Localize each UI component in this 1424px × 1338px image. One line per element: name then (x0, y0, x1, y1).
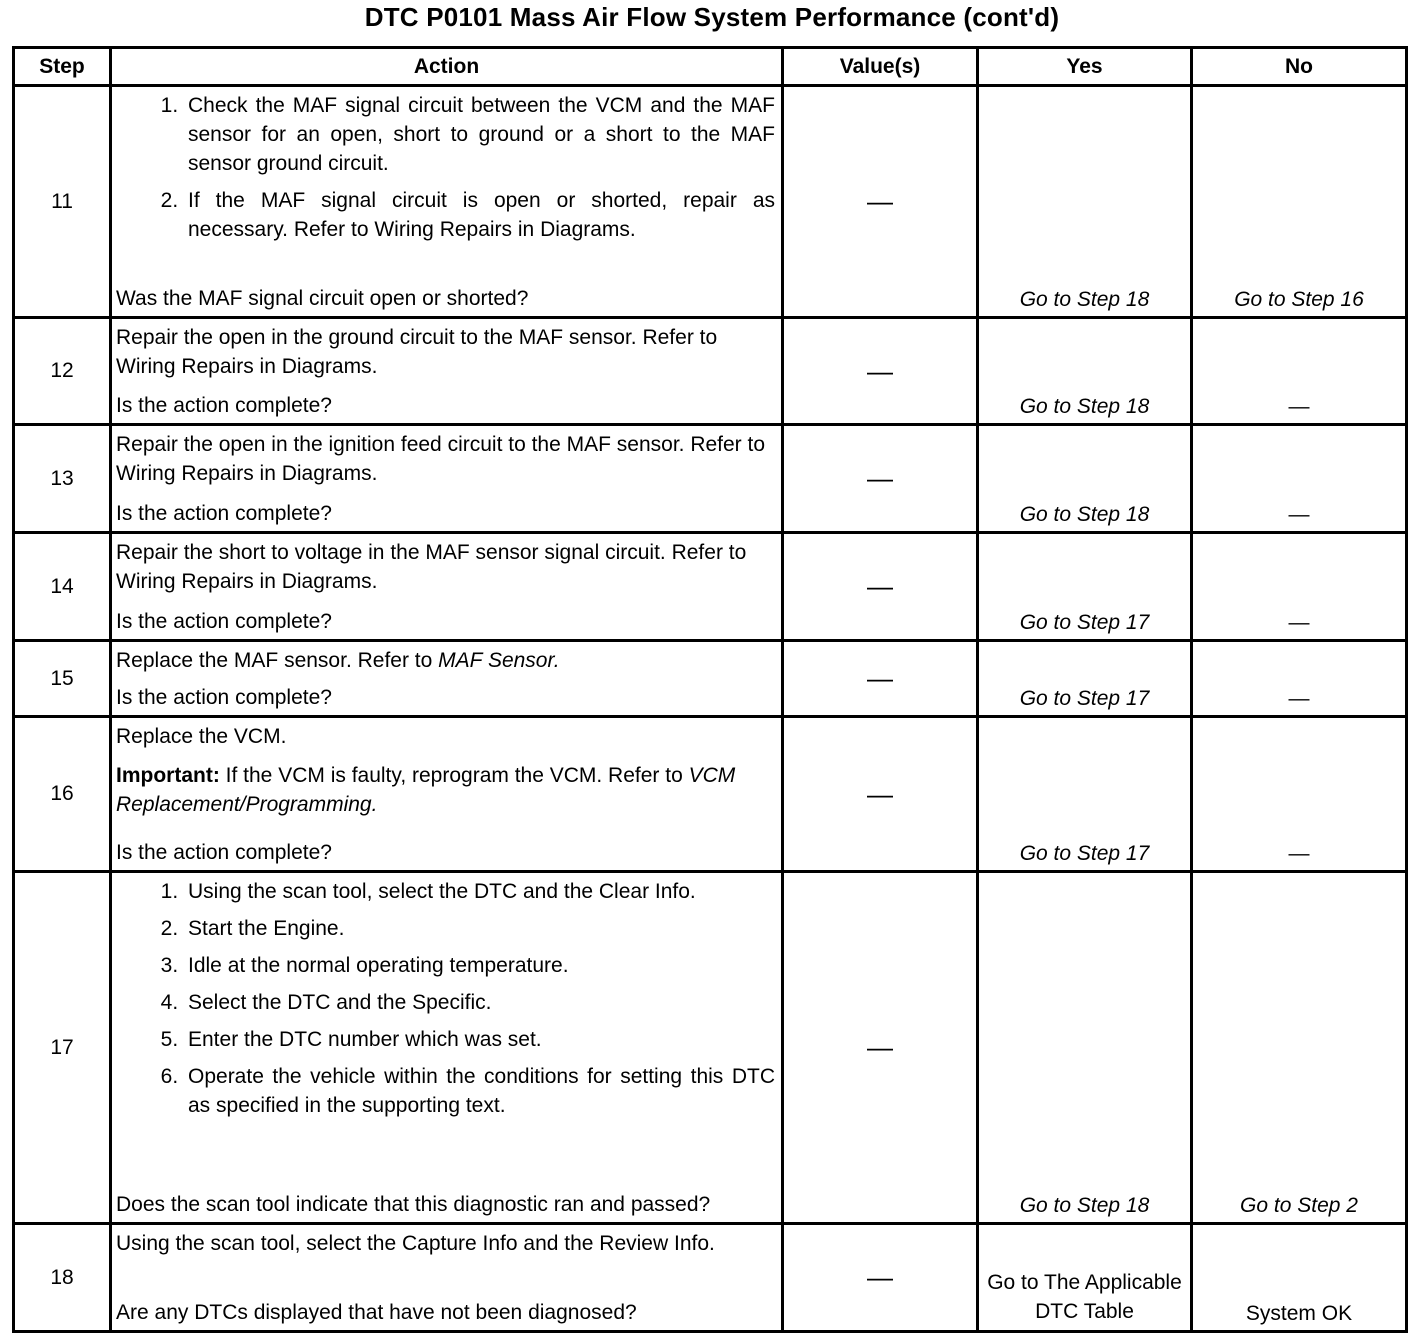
table-row-step-18 (14, 1224, 1407, 1332)
diagnostic-table (12, 46, 1408, 1333)
no-dash: — (1288, 842, 1310, 865)
yes-cell (978, 872, 1192, 1224)
header-action: Action (111, 48, 783, 86)
action-cell (111, 872, 783, 1224)
action-cell (111, 717, 783, 872)
value-cell: — (783, 1224, 978, 1332)
action-text: Using the scan tool, select the Capture Info and the Review Info. (116, 1232, 715, 1255)
yes-cell (978, 533, 1192, 641)
list-item: 4. Select the DTC and the Specific. (184, 988, 775, 1017)
reference-link-vcm-replacement[interactable]: VCM Replacement/Programming. (116, 764, 736, 816)
list-item: 6. Operate the vehicle within the conditions for setting this DTC as specified in the supporting text. (184, 1062, 775, 1120)
action-question: Does the scan tool indicate that this diagnostic ran and passed? (116, 1193, 711, 1216)
action-cell (111, 1224, 783, 1332)
important-label: Important: (116, 764, 220, 787)
header-no: No (1192, 48, 1407, 86)
step-number: 13 (14, 425, 111, 533)
value-cell: — (783, 872, 978, 1224)
table-row-step-11 (14, 86, 1407, 318)
action-cell (111, 533, 783, 641)
list-item: 1. Using the scan tool, select the DTC and the Clear Info. (184, 877, 775, 906)
yes-link: Go to Step 17 (1019, 687, 1150, 710)
table-row-step-14 (14, 533, 1407, 641)
no-link: Go to Step 16 (1234, 288, 1364, 311)
yes-cell (978, 717, 1192, 872)
list-item: 2. Start the Engine. (184, 914, 775, 943)
action-question: Is the action complete? (116, 610, 332, 633)
yes-cell (978, 1224, 1192, 1332)
header-values: Value(s) (783, 48, 978, 86)
action-cell (111, 425, 783, 533)
step-number: 14 (14, 533, 111, 641)
yes-cell (978, 318, 1192, 425)
yes-link: Go to Step 18 (1019, 1194, 1150, 1217)
no-dash: — (1288, 611, 1310, 634)
list-item: 2. If the MAF signal circuit is open or shorted, repair as necessary. Refer to Wiring Repairs in Diagrams. (184, 186, 775, 244)
value-cell: — (783, 717, 978, 872)
table-row-step-12 (14, 318, 1407, 425)
action-cell (111, 641, 783, 717)
step-number: 11 (14, 86, 111, 318)
action-text: Replace the VCM. (116, 725, 287, 748)
action-question: Is the action complete? (116, 841, 332, 864)
no-cell (1192, 641, 1407, 717)
value-cell: — (783, 533, 978, 641)
no-cell (1192, 1224, 1407, 1332)
no-cell (1192, 717, 1407, 872)
important-text: If the VCM is faulty, reprogram the VCM. Refer to (219, 764, 689, 787)
no-dash: — (1288, 395, 1310, 418)
action-text-plain: Replace the MAF sensor. Refer to (116, 649, 439, 672)
step-number: 16 (14, 717, 111, 872)
header-row (14, 48, 1407, 86)
action-question: Are any DTCs displayed that have not been diagnosed? (116, 1301, 637, 1324)
yes-link: Go to Step 18 (1019, 395, 1150, 418)
table-row-step-16 (14, 717, 1407, 872)
header-yes: Yes (978, 48, 1192, 86)
action-question: Is the action complete? (116, 394, 332, 417)
list-item: 3. Idle at the normal operating temperature. (184, 951, 775, 980)
action-question: Is the action complete? (116, 502, 332, 525)
yes-cell (978, 425, 1192, 533)
value-cell: — (783, 86, 978, 318)
value-cell: — (783, 425, 978, 533)
no-cell (1192, 318, 1407, 425)
table-row-step-17 (14, 872, 1407, 1224)
no-cell (1192, 86, 1407, 318)
yes-link: Go to Step 18 (1019, 503, 1150, 526)
value-cell: — (783, 641, 978, 717)
action-text: Repair the short to voltage in the MAF sensor signal circuit. Refer to Wiring Repairs in Diagrams. (116, 541, 747, 593)
action-question: Was the MAF signal circuit open or shorted? (116, 287, 529, 310)
action-steps-list (116, 877, 775, 1128)
yes-link: Go to Step 17 (1019, 611, 1150, 634)
action-text: Repair the open in the ignition feed circuit to the MAF sensor. Refer to Wiring Repairs in Diagrams. (116, 433, 766, 485)
no-cell (1192, 533, 1407, 641)
reference-link-maf-sensor[interactable]: MAF Sensor. (438, 649, 560, 672)
action-cell (111, 318, 783, 425)
action-cell (111, 86, 783, 318)
header-step: Step (14, 48, 111, 86)
no-dash: — (1288, 503, 1310, 526)
no-result: System OK (1245, 1302, 1353, 1325)
yes-cell (978, 641, 1192, 717)
list-item: 1. Check the MAF signal circuit between the VCM and the MAF sensor for an open, short to ground or a short to the MAF sensor ground circuit. (184, 91, 775, 178)
no-cell (1192, 872, 1407, 1224)
document-title: DTC P0101 Mass Air Flow System Performance (cont'd) (364, 2, 1060, 32)
action-text: Repair the open in the ground circuit to the MAF sensor. Refer to Wiring Repairs in Diagrams. (116, 326, 718, 378)
action-question: Is the action complete? (116, 686, 332, 709)
yes-cell (978, 86, 1192, 318)
list-item: 5. Enter the DTC number which was set. (184, 1025, 775, 1054)
yes-link: Go to Step 17 (1019, 842, 1150, 865)
value-cell: — (783, 318, 978, 425)
table-row-step-13 (14, 425, 1407, 533)
important-note (116, 761, 775, 819)
no-dash: — (1288, 687, 1310, 710)
step-number: 18 (14, 1224, 111, 1332)
step-number: 17 (14, 872, 111, 1224)
step-number: 12 (14, 318, 111, 425)
step-number: 15 (14, 641, 111, 717)
no-cell (1192, 425, 1407, 533)
action-steps-list (116, 91, 775, 252)
yes-link: Go to Step 18 (1019, 288, 1150, 311)
action-text (116, 646, 775, 675)
no-link: Go to Step 2 (1240, 1194, 1358, 1217)
table-row-step-15 (14, 641, 1407, 717)
yes-link: Go to The Applicable DTC Table (987, 1271, 1182, 1323)
